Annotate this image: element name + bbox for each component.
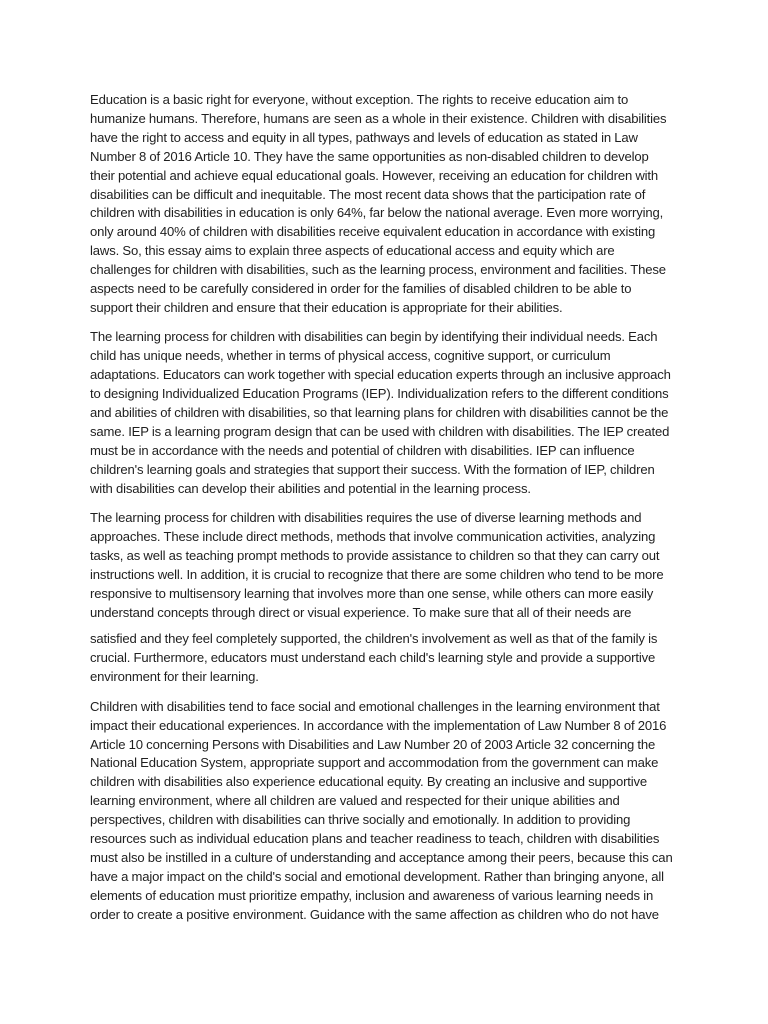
paragraph-intro: Education is a basic right for everyone, without exception. The rights to receive education aim to humanize humans. Therefore, humans are seen as a whole in their existence. Children with disabilities have the right to access and equity in all types, pathways and levels of education as stated in Law Number 8 of 2016 Article 10. They have the same opportunities as non-disabled children to develop their potential and achieve equal educational goals. However, receiving an education for children with disabilities can be difficult and inequitable. The most recent data shows that the participation rate of children with disabilities in education is only 64%, far below the national average. Even more worrying, only around 40% of children with disabilities receive equivalent education in accordance with existing laws. So, this essay aims to explain three aspects of educational access and equity which are challenges for children with disabilities, such as the learning process, environment and facilities. These aspects need to be carefully considered in order for the families of disabled children to be able to support their children and ensure that their education is appropriate for their abilities. bbox=[90, 92, 667, 315]
document-body bbox=[90, 91, 675, 935]
paragraph-environment: Children with disabilities tend to face social and emotional challenges in the learning environment that impact their educational experiences. In accordance with the implementation of Law Number 8 of 2016 Article 10 concerning Persons with Disabilities and Law Number 20 of 2003 Article 32 concerning the National Education System, appropriate support and accommodation from the government can make children with disabilities also experience educational equity. By creating an inclusive and supportive learning environment, where all children are valued and respected for their unique abilities and perspectives, children with disabilities can thrive socially and emotionally. In addition to providing resources such as individual education plans and teacher readiness to teach, children with disabilities must also be instilled in a culture of understanding and acceptance among their peers, because this can have a major impact on the child's social and emotional development. Rather than bringing anyone, all elements of education must prioritize empathy, inclusion and awareness of various learning needs in order to create a positive environment. Guidance with the same affection as children who do not have bbox=[90, 698, 673, 922]
paragraph-learning-methods: The learning process for children with disabilities requires the use of diverse learning methods and approaches. These include direct methods, methods that involve communication activities, analyzing tasks, as well as teaching prompt methods to provide assistance to children so that they can carry out instructions well. In addition, it is crucial to recognize that there are some children who tend to be more responsive to multisensory learning that involves more than one sense, while others can more easily understand concepts through direct or visual experience. To make sure that all of their needs are bbox=[90, 510, 664, 620]
paragraph-learning-methods-continued: satisfied and they feel completely supported, the children's involvement as well as that of the family is crucial. Furthermore, educators must understand each child's learning style and provide a supportive environment for their learning. bbox=[90, 631, 658, 685]
paragraph-learning-needs: The learning process for children with disabilities can begin by identifying their individual needs. Each child has unique needs, whether in terms of physical access, cognitive support, or curriculum adaptations. Educators can work together with special education experts through an inclusive approach to designing Individualized Education Programs (IEP). Individualization refers to the different conditions and abilities of children with disabilities, so that learning plans for children with disabilities cannot be the same. IEP is a learning program design that can be used with children with disabilities. The IEP created must be in accordance with the needs and potential of children with disabilities. IEP can influence children's learning goals and strategies that support their success. With the formation of IEP, children with disabilities can develop their abilities and potential in the learning process. bbox=[90, 329, 671, 496]
